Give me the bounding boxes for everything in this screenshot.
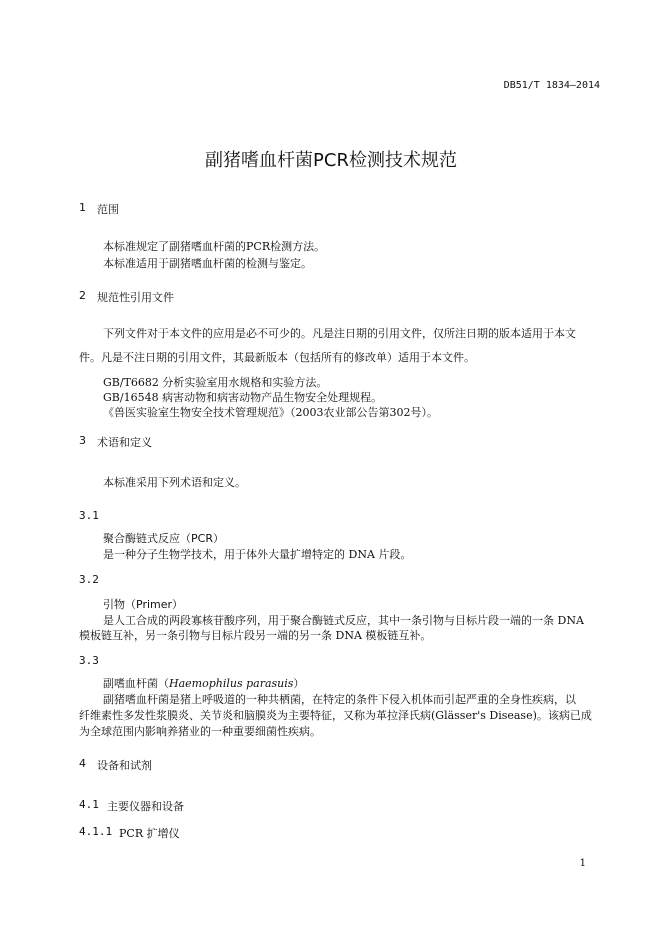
section-1-paragraph-2: 本标准适用于副猪嗜血杆菌的检测与鉴定。 (103, 257, 312, 270)
section-4-number: 4 (79, 757, 86, 770)
section-4-title: 设备和试剂 (97, 759, 152, 772)
term-3-1-definition: 是一种分子生物学技术，用于体外大量扩增特定的 DNA 片段。 (103, 548, 412, 561)
section-4-1-1-number: 4.1.1 (79, 825, 113, 838)
term-3-3-definition-line-1: 副猪嗜血杆菌是猪上呼吸道的一种共栖菌，在特定的条件下侵入机体而引起严重的全身性疾病，以 (103, 693, 576, 706)
term-3-3-definition-line-3: 为全球范围内影响养猪业的一种重要细菌性疾病。 (79, 725, 321, 738)
reference-item: 《兽医实验室生物安全技术管理规范》（2003农业部公告第302号）。 (103, 406, 438, 419)
term-3-3-number: 3.3 (79, 654, 99, 667)
term-3-3-name-prefix: 副嗜血杆菌（ (103, 677, 169, 690)
term-3-2-definition-line-2: 模板链互补，另一条引物与目标片段另一端的另一条 DNA 模板链互补。 (79, 629, 432, 642)
standard-code: DB51/T 1834—2014 (503, 80, 600, 91)
section-2-paragraph-line-2: 件。凡是不注日期的引用文件，其最新版本（包括所有的修改单）适用于本文件。 (79, 351, 475, 364)
term-3-2-definition-line-1: 是人工合成的两段寡核苷酸序列，用于聚合酶链式反应，其中一条引物与目标片段一端的一条 DNA (103, 614, 584, 627)
term-3-3-definition-line-2: 纤维素性多发性浆膜炎、关节炎和脑膜炎为主要特征，又称为革拉泽氏病(Glässer's Disease)。该病已成 (79, 709, 592, 722)
term-3-3-latin-name: Haemophilus parasuis (169, 677, 294, 690)
reference-item: GB/T6682 分析实验室用水规格和实验方法。 (103, 376, 328, 389)
section-4-1-title: 主要仪器和设备 (107, 800, 184, 813)
section-2-title: 规范性引用文件 (97, 291, 174, 304)
page-number: 1 (579, 858, 586, 869)
term-3-1-name: 聚合酶链式反应（PCR） (103, 532, 224, 545)
term-3-3-name (103, 675, 304, 691)
term-3-2-name: 引物（Primer） (103, 598, 184, 611)
reference-item: GB/16548 病害动物和病害动物产品生物安全处理规程。 (103, 391, 383, 404)
section-1-paragraph-1: 本标准规定了副猪嗜血杆菌的PCR检测方法。 (103, 240, 326, 253)
section-3-title: 术语和定义 (97, 436, 152, 449)
term-3-2-number: 3.2 (79, 573, 99, 586)
document-title: 副猪嗜血杆菌PCR检测技术规范 (205, 150, 457, 171)
section-2-number: 2 (79, 289, 86, 302)
section-4-1-number: 4.1 (79, 798, 99, 811)
section-2-paragraph-line-1: 下列文件对于本文件的应用是必不可少的。凡是注日期的引用文件，仅所注日期的版本适用于本文 (103, 327, 576, 340)
section-4-1-1-title: PCR 扩增仪 (119, 827, 180, 840)
section-1-title: 范围 (97, 203, 119, 216)
term-3-1-number: 3.1 (79, 509, 99, 522)
section-3-number: 3 (79, 434, 86, 447)
section-1-number: 1 (79, 201, 86, 214)
section-3-paragraph: 本标准采用下列术语和定义。 (103, 476, 246, 489)
term-3-3-name-suffix: ） (293, 677, 305, 690)
